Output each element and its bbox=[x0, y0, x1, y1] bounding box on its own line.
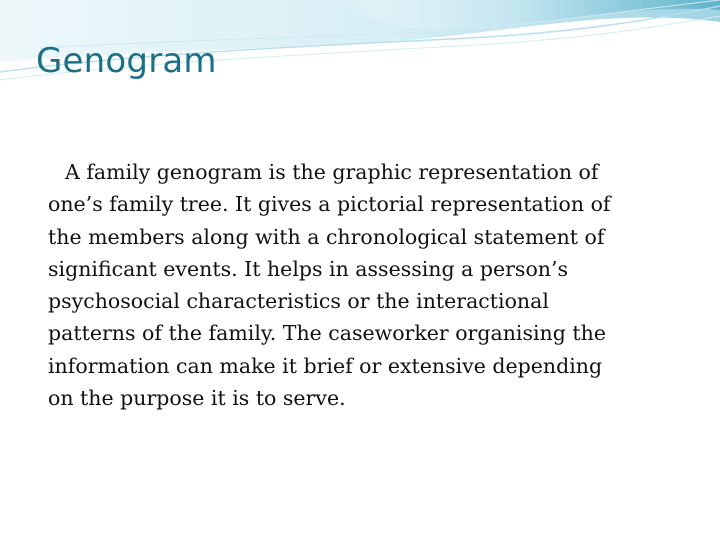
body-line: the members along with a chronological statement of bbox=[48, 224, 605, 249]
body-line: one’s family tree. It gives a pictorial representation of bbox=[48, 192, 611, 217]
body-line: on the purpose it is to serve. bbox=[48, 386, 346, 411]
body-line: significant events. It helps in assessing a person’s bbox=[48, 256, 569, 281]
body-line: patterns of the family. The caseworker organising the bbox=[48, 321, 606, 346]
slide-body-paragraph bbox=[48, 156, 678, 414]
body-line: psychosocial characteristics or the interactional bbox=[48, 289, 549, 314]
body-line: information can make it brief or extensive depending bbox=[48, 353, 603, 378]
slide-title: Genogram bbox=[36, 41, 217, 81]
body-line: A family genogram is the graphic representation of bbox=[65, 160, 599, 184]
